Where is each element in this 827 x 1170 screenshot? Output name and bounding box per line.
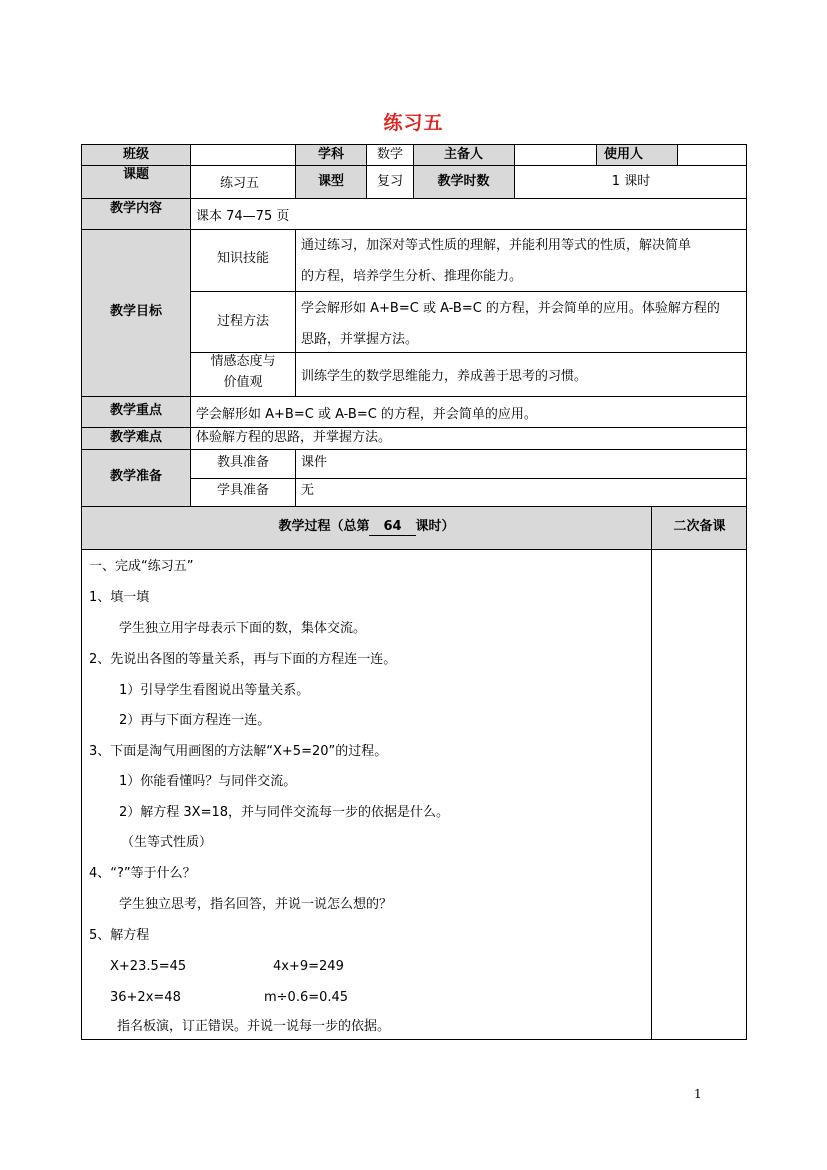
process-header-number: 64: [369, 519, 415, 536]
topic-value: 练习五: [220, 176, 260, 191]
goal-process-line: 思路，并掌握方法。: [301, 332, 419, 347]
process-header: [82, 519, 651, 536]
process-line: 一、完成“练习五”: [89, 559, 194, 574]
process-line: 1）引导学生看图说出等量关系。: [119, 683, 310, 698]
key-label: 教学重点: [109, 403, 162, 418]
page-title: 练习五: [383, 112, 444, 134]
col-line: [295, 449, 296, 506]
prep-student-label: 学具准备: [216, 483, 269, 498]
subject-label: 学科: [317, 147, 344, 162]
process-line: 1、填一填: [89, 590, 150, 605]
second-prep-label: 二次备课: [673, 519, 726, 534]
col-line: [190, 144, 191, 198]
col-line: [295, 229, 296, 396]
user-label: 使用人: [603, 147, 643, 162]
difficulty-label: 教学难点: [109, 430, 162, 445]
row-line: [81, 427, 747, 428]
process-line: 2）解方程 3X=18，并与同伴交流每一步的依据是什么。: [119, 805, 450, 820]
process-line: 2）再与下面方程连一连。: [119, 713, 271, 728]
content-value: 课本 74—75 页: [196, 209, 290, 224]
row-line: [81, 165, 747, 166]
goal-attitude-label: 价值观: [223, 375, 263, 390]
row-line: [81, 198, 747, 199]
row-line: [81, 396, 747, 397]
type-value: 复习: [376, 174, 403, 189]
hours-value: 1 课时: [611, 174, 651, 189]
prep-teacher-label: 教具准备: [216, 455, 269, 470]
process-line: 5、解方程: [89, 928, 150, 943]
hours-label: 教学时数: [437, 174, 490, 189]
content-label: 教学内容: [109, 201, 162, 216]
equation: 36+2x=48: [110, 990, 181, 1005]
col-line: [677, 144, 678, 165]
col-line: [190, 396, 191, 449]
goal-process-line: 学会解形如 A+B=C 或 A-B=C 的方程，并会简单的应用。体验解方程的: [301, 301, 720, 316]
type-label: 课型: [317, 174, 344, 189]
goal-attitude-line: 训练学生的数学思维能力，养成善于思考的习惯。: [301, 369, 588, 384]
class-label: 班级: [122, 147, 149, 162]
equation: X+23.5=45: [110, 959, 187, 974]
difficulty-value: 体验解方程的思路，并掌握方法。: [196, 430, 392, 445]
equation: 4x+9=249: [273, 959, 344, 974]
page-number: 1: [694, 1087, 702, 1101]
row-line: [81, 449, 747, 450]
key-value: 学会解形如 A+B=C 或 A-B=C 的方程，并会简单的应用。: [196, 407, 537, 422]
process-header-pre: 教学过程（总第: [278, 519, 370, 534]
process-line: 4、“?”等于什么？: [89, 866, 196, 881]
prep-label: 教学准备: [109, 469, 162, 484]
goal-knowledge-line: 通过练习，加深对等式性质的理解，并能利用等式的性质，解决简单: [301, 238, 692, 253]
process-line: 3、下面是淘气用画图的方法解“X+5=20”的过程。: [89, 744, 388, 759]
preparer-label: 主备人: [443, 147, 483, 162]
row-line: [81, 229, 747, 230]
goal-process-label: 过程方法: [216, 314, 269, 329]
subject-value: 数学: [376, 147, 403, 162]
process-line: 指名板演，订正错误。并说一说每一步的依据。: [117, 1019, 391, 1034]
goals-label: 教学目标: [109, 304, 162, 319]
row-line: [81, 506, 747, 507]
process-header-post: 课时）: [415, 519, 455, 534]
row-line: [190, 291, 747, 292]
col-line: [651, 506, 652, 1040]
row-line: [81, 549, 747, 550]
prep-teacher-value: 课件: [301, 455, 328, 470]
goal-knowledge-line: 的方程，培养学生分析、推理你能力。: [301, 269, 523, 284]
col-line: [190, 198, 191, 229]
goal-knowledge-label: 知识技能: [216, 251, 269, 266]
goal-attitude-label: 情感态度与: [210, 354, 276, 369]
prep-student-value: 无: [301, 483, 315, 498]
process-line: 学生独立用字母表示下面的数，集体交流。: [119, 621, 367, 636]
row-line: [190, 352, 747, 353]
process-line: 1）你能看懂吗？与同伴交流。: [119, 774, 297, 789]
row-line: [190, 478, 747, 479]
process-line: 2、先说出各图的等量关系，再与下面的方程连一连。: [89, 652, 397, 667]
process-line: 学生独立思考，指名回答，并说一说怎么想的？: [119, 897, 393, 912]
topic-label: 课题: [122, 167, 149, 182]
process-line: （生等式性质）: [121, 835, 213, 850]
equation: m÷0.6=0.45: [264, 990, 349, 1005]
